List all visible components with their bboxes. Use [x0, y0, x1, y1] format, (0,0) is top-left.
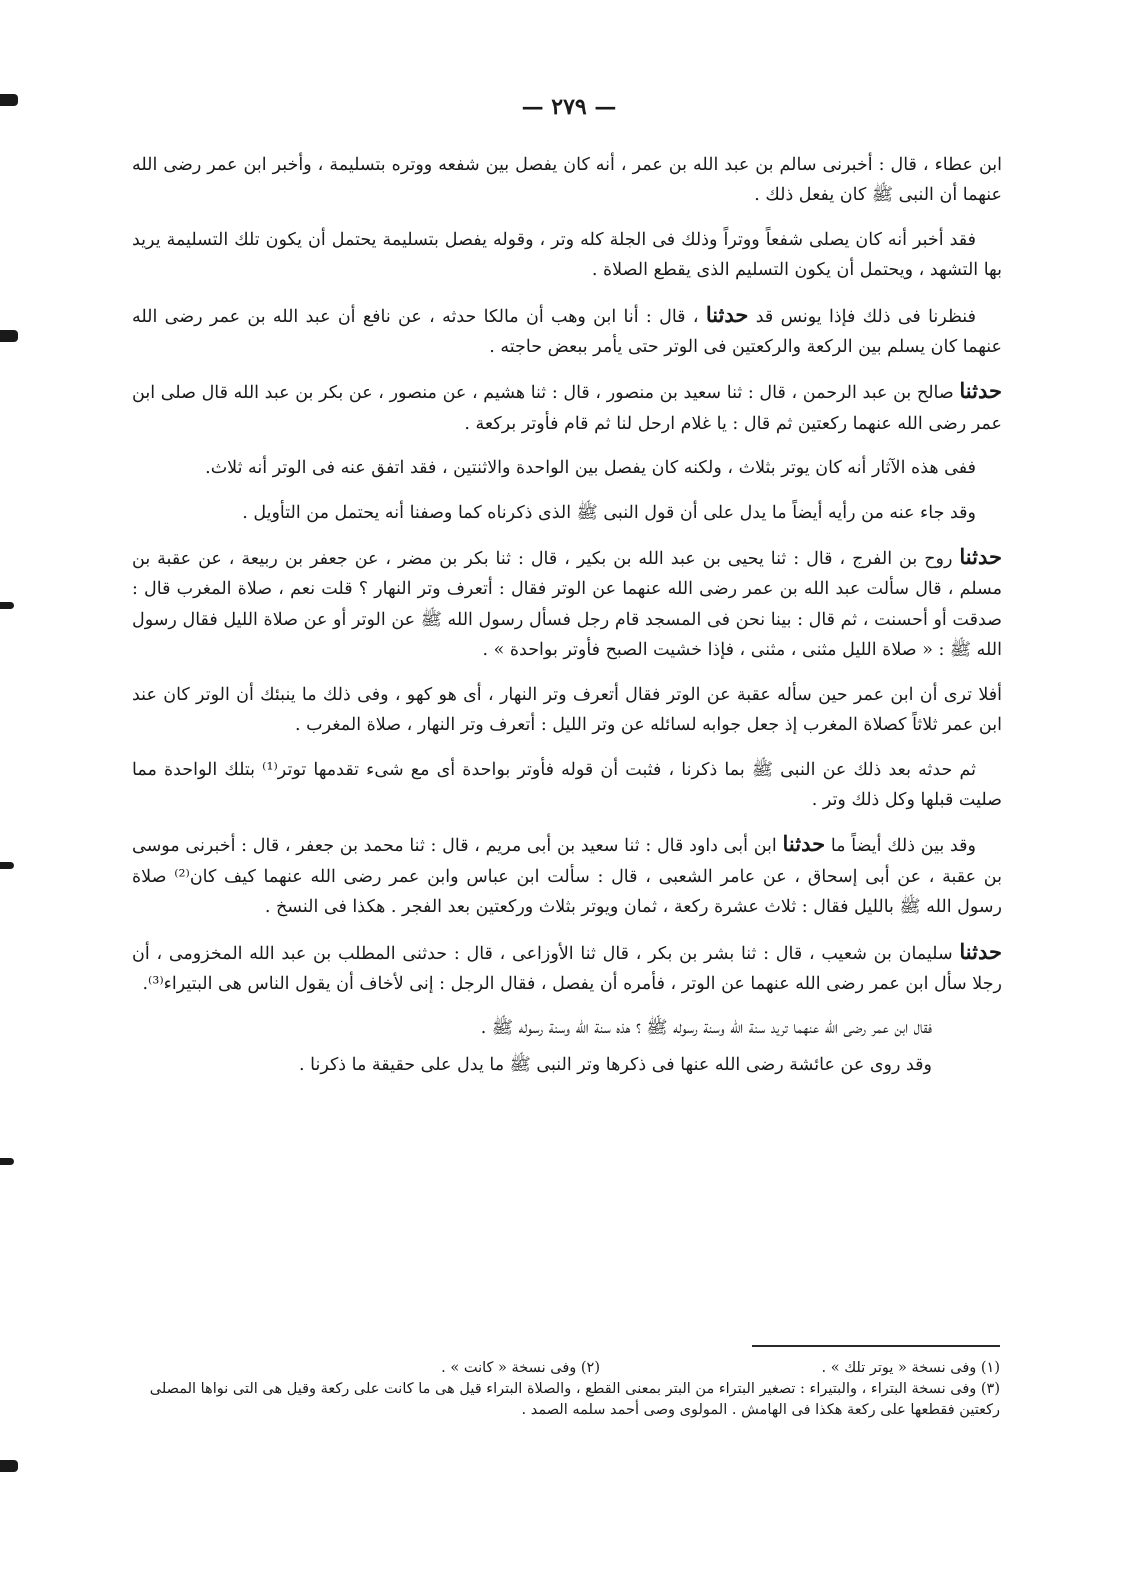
paragraph-text: ثم حدثه بعد ذلك عن النبى ﷺ بما ذكرنا ، فثبت أن قوله فأوتر بواحدة أى مع شىء تقدمها توتر⁽¹⁾ بتلك الواحدة مما صليت قبلها وكل ذلك وتر . — [132, 759, 1002, 810]
footnote-2: (٢) وفى نسخة « كانت » . — [441, 1360, 600, 1376]
paragraph-text: وقد جاء عنه من رأيه أيضاً ما يدل على أن قول النبى ﷺ الذى ذكرناه كما وصفنا أنه يحتمل من التأويل . — [242, 502, 976, 523]
paragraph — [132, 680, 1002, 741]
scan-edge-mark — [0, 1460, 18, 1472]
hadith-keyword: حدثنا — [782, 831, 826, 857]
paragraph — [132, 376, 1002, 439]
page-number: — ٢٧٩ — — [521, 94, 617, 120]
paragraph — [132, 150, 1002, 211]
paragraph-text: فقد أخبر أنه كان يصلى شفعاً ووتراً وذلك فى الجلة كله وتر ، وقوله يفصل بتسليمة يحتمل أن يكون تلك التسليمة يريد بها التشهد ، ويحتمل أن يكون التسليم الذى يقطع الصلاة . — [132, 229, 1002, 281]
paragraph — [132, 225, 1002, 286]
paragraph-text: صالح بن عبد الرحمن ، قال : ثنا سعيد بن منصور ، قال : ثنا هشيم ، عن منصور ، عن بكر بن عبد الله قال صلى ابن عمر رضى الله عنهما ركعتين ثم قال : يا غلام ارحل لنا ثم قام فأوتر بركعة . — [132, 383, 1002, 434]
paragraph — [132, 755, 1002, 816]
paragraph-lead: وقد بين ذلك أيضاً ما — [830, 836, 976, 857]
scan-edge-mark — [0, 330, 18, 342]
scan-edge-mark — [0, 862, 14, 869]
paragraph-text: سليمان بن شعيب ، قال : ثنا بشر بن بكر ، قال ثنا الأوزاعى ، قال : حدثنى المطلب بن عبد الله المخزومى ، أن رجلا سأل ابن عمر رضى الله عنهما عن الوتر ، فأمره أن يفصل ، فقال الرجل : إنى لأخاف أن يقول الناس هى البتيراء⁽³⁾. — [132, 943, 1002, 994]
hadith-keyword: حدثنا — [959, 378, 1002, 404]
paragraph-lead: فنظرنا فى ذلك فإذا يونس قد — [755, 306, 976, 327]
paragraph-text: ابن أبى داود قال : ثنا سعيد بن أبى مريم ، قال : ثنا محمد بن جعفر ، قال : أخبرنى موسى بن عقبة ، عن أبى إسحاق ، عن عامر الشعبى ، قال : سألت ابن عباس وابن عمر رضى الله عنهما كيف كان⁽²⁾ صلاة رسول الله ﷺ بالليل فقال : ثلاث عشرة ركعة ، ثمان ويوتر بثلاث وركعتين بعد الفجر . هكذا فى النسخ . — [132, 836, 1002, 918]
paragraph — [132, 453, 1002, 483]
footnote-row — [132, 1358, 1000, 1379]
footnote-1: (١) وفى نسخة « يوتر تلك » . — [821, 1360, 1000, 1376]
main-text — [132, 150, 1002, 1094]
paragraph — [132, 1013, 1002, 1043]
hadith-keyword: حدثنا — [959, 544, 1002, 570]
paragraph — [132, 300, 1002, 363]
paragraph-text: ، قال : أنا ابن وهب أن مالكا حدثه ، عن نافع أن عبد الله بن عمر رضى الله عنهما كان يسلم بين الركعة والركعتين فى الوتر حتى يأمر ببعض حاجته . — [132, 306, 1002, 358]
paragraph-text: ابن عطاء ، قال : أخبرنى سالم بن عبد الله بن عمر ، أنه كان يفصل بين شفعه ووتره بتسليمة ، وأخبر ابن عمر رضى الله عنهما أن النبى ﷺ كان يفعل ذلك . — [132, 155, 1002, 206]
footnotes — [132, 1358, 1000, 1421]
hadith-keyword: حدثنا — [705, 301, 749, 327]
footnote-divider — [752, 1345, 1000, 1347]
scan-edge-mark — [0, 602, 14, 609]
hadith-keyword: حدثنا — [959, 938, 1002, 964]
paragraph — [132, 1050, 1002, 1080]
paragraph-text: روح بن الفرج ، قال : ثنا يحيى بن عبد الله بن بكير ، قال : ثنا بكر بن مضر ، عن جعفر بن ربيعة ، عن عقبة بن مسلم ، قال سألت عبد الله بن عمر رضى الله عنهما عن الوتر فقال : أتعرف وتر النهار ؟ قلت نعم ، صلاة المغرب قال : صدقت أو أحسنت ، ثم قال : بينا نحن فى المسجد قام رجل فسأل رسول الله ﷺ عن الوتر أو عن صلاة الليل فقال رسول الله ﷺ : « صلاة الليل مثنى ، مثنى ، فإذا خشيت الصبح فأوتر بواحدة » . — [132, 549, 1002, 661]
paragraph-text: أفلا ترى أن ابن عمر حين سأله عقبة عن الوتر فقال أتعرف وتر النهار ، أى هو كهو ، وفى ذلك ما ينبئك أن الوتر كان عند ابن عمر ثلاثاً كصلاة المغرب إذ جعل جوابه لسائله عن وتر الليل : أتعرف وتر النهار ، صلاة المغرب . — [132, 684, 1002, 736]
footnote-3: (٣) وفى نسخة البتراء ، والبتيراء : تصغير البتراء من البتر بمعنى القطع ، والصلاة البتراء قيل هى ما كانت على ركعة وقيل هى التى نواها المصلى ركعتين فقطعها على ركعة هكذا فى الهامش . المولوى وصى أحمد سلمه الصمد . — [149, 1381, 1000, 1418]
paragraph — [132, 937, 1002, 1000]
paragraph-text: وقد روى عن عائشة رضى الله عنها فى ذكرها وتر النبى ﷺ ما يدل على حقيقة ما ذكرنا . — [298, 1054, 932, 1075]
paragraph — [132, 829, 1002, 922]
scan-edge-mark — [0, 1158, 14, 1165]
paragraph — [132, 542, 1002, 666]
paragraph — [132, 498, 1002, 528]
paragraph-text: ففى هذه الآثار أنه كان يوتر بثلاث ، ولكنه كان يفصل بين الواحدة والاثنتين ، فقد اتفق عنه فى الوتر أنه ثلاث. — [205, 458, 976, 479]
paragraph-text: فقال ابن عمر رضى الله عنهما تريد سنة الله وسنة رسوله ﷺ ؟ هذه سنة الله وسنة رسوله ﷺ . — [480, 1018, 932, 1039]
